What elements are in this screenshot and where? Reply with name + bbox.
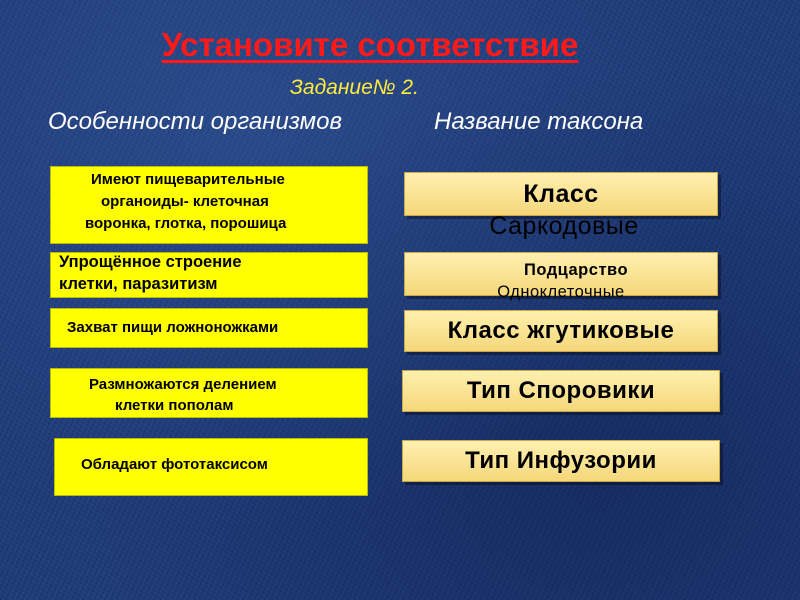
taxon-card-3[interactable]	[404, 310, 718, 352]
feature-card-5[interactable]	[54, 438, 368, 496]
taxon-4-line-1: Тип Споровики	[466, 377, 656, 404]
feature-4-line-1: Размножаются делением	[89, 376, 277, 393]
feature-card-2[interactable]	[50, 252, 368, 298]
feature-5-line-1: Обладают фототаксисом	[81, 456, 268, 473]
feature-1-line-3: воронка, глотка, порошица	[85, 215, 287, 232]
column-header-taxa: Название таксона	[434, 108, 644, 135]
taxon-1-line-1: Класс	[523, 180, 599, 208]
taxon-2-line-2: Одноклеточные	[497, 283, 625, 301]
feature-card-1[interactable]	[50, 166, 368, 244]
feature-4-line-2: клетки пополам	[115, 397, 234, 414]
taxon-3-line-1: Класс жгутиковые	[447, 317, 675, 344]
slide-title: Установите соответствие	[161, 26, 579, 63]
feature-card-4[interactable]	[50, 368, 368, 418]
feature-2-line-2: клетки, паразитизм	[59, 275, 218, 293]
feature-2-line-1: Упрощённое строение	[59, 253, 242, 271]
feature-3-line-1: Захват пищи ложноножками	[67, 319, 279, 336]
taxon-2-line-1: Подцарство	[523, 261, 629, 279]
taxon-5-line-1: Тип Инфузории	[465, 447, 657, 474]
taxon-card-5[interactable]	[402, 440, 720, 482]
taxon-1-line-2: Саркодовые	[489, 212, 639, 240]
feature-1-line-1: Имеют пищеварительные	[91, 171, 285, 188]
taxon-card-1[interactable]	[404, 172, 718, 240]
task-label: Задание№ 2.	[290, 76, 419, 99]
feature-1-line-2: органоиды- клеточная	[101, 193, 269, 210]
feature-card-3[interactable]	[50, 308, 368, 348]
taxon-card-2[interactable]	[404, 252, 718, 301]
taxon-card-4[interactable]	[402, 370, 720, 412]
column-header-features: Особенности организмов	[48, 108, 343, 135]
